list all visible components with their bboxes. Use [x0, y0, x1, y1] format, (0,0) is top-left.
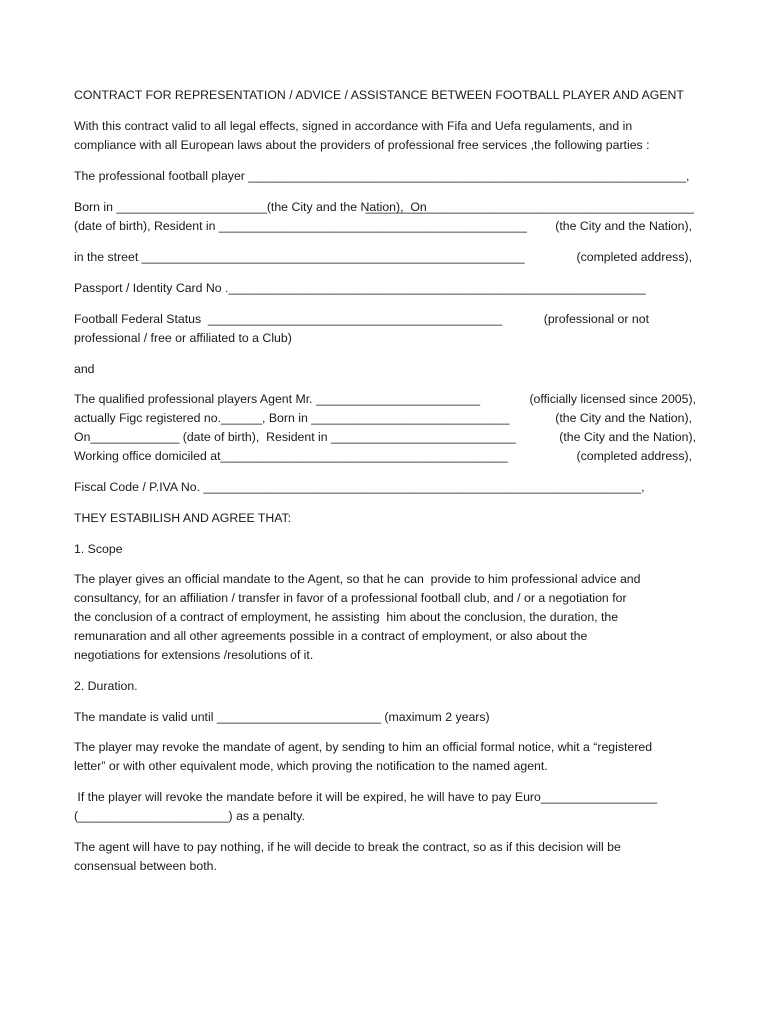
scope-heading: 1. Scope — [74, 542, 123, 556]
duration-revoke-line-1: The player may revoke the mandate of agent, by sending to him an official formal notice, whit a “registered — [74, 740, 653, 754]
agent-fiscal-code-line: Fiscal Code / P.IVA No. ________________________________________________________________, — [74, 480, 645, 494]
player-street-line: in the street ________________________________________________________ — [74, 250, 525, 264]
scope-line-5: negotiations for extensions /resolutions of it. — [74, 648, 314, 662]
player-born-date-blank: ________________________________________________ — [365, 200, 694, 214]
duration-valid-until-line: The mandate is valid until ________________________ (maximum 2 years) — [74, 710, 490, 724]
agent-name-line: The qualified professional players Agent Mr. ________________________ — [74, 392, 481, 406]
duration-penalty-line-2: (______________________) as a penalty. — [74, 809, 305, 823]
player-passport-line: Passport / Identity Card No ._____________________________________________________________ — [74, 281, 646, 295]
player-name-line: The professional football player ________________________________________________________________, — [74, 169, 690, 183]
contract-title: CONTRACT FOR REPRESENTATION / ADVICE / ASSISTANCE BETWEEN FOOTBALL PLAYER AND AGENT — [74, 88, 684, 102]
agent-residence-label: (the City and the Nation), — [559, 430, 696, 444]
agent-office-address-label: (completed address), — [576, 449, 692, 463]
scope-line-1: The player gives an official mandate to the Agent, so that he can provide to him professional advice and — [74, 572, 641, 586]
intro-line-2: compliance with all European laws about the providers of professional free services ,the following parties : — [74, 138, 650, 152]
duration-revoke-line-2: letter” or with other equivalent mode, which proving the notification to the named agent. — [74, 759, 548, 773]
agent-office-line: Working office domiciled at__________________________________________ — [74, 449, 508, 463]
player-born-line: Born in ______________________(the City and the Nation), On — [74, 200, 427, 214]
and-label: and — [74, 362, 95, 376]
player-federal-status-line: Football Federal Status ___________________________________________ — [74, 312, 503, 326]
duration-agent-line-1: The agent will have to pay nothing, if he will decide to break the contract, so as if this decision will be — [74, 840, 621, 854]
player-federal-status-note-2: professional / free or affiliated to a Club) — [74, 331, 292, 345]
duration-agent-line-2: consensual between both. — [74, 859, 217, 873]
scope-line-4: remunaration and all other agreements possible in a contract of employment, or also about the — [74, 629, 588, 643]
agent-registration-line: actually Figc registered no.______, Born in _____________________________ — [74, 411, 510, 425]
scope-line-3: the conclusion of a contract of employment, he assisting him about the conclusion, the duration, the — [74, 610, 619, 624]
player-address-label: (completed address), — [576, 250, 692, 264]
agent-birthplace-label: (the City and the Nation), — [555, 411, 692, 425]
player-dob-residence-line: (date of birth), Resident in _____________________________________________ — [74, 219, 527, 233]
player-federal-status-note: (professional or not — [543, 312, 649, 326]
intro-line-1: With this contract valid to all legal effects, signed in accordance with Fifa and Uefa regulaments, and in — [74, 119, 633, 133]
agent-dob-residence-line: On_____________ (date of birth), Resident in ___________________________ — [74, 430, 516, 444]
duration-penalty-line-1: If the player will revoke the mandate before it will be expired, he will have to pay Euro_________________ — [74, 790, 658, 804]
player-residence-label: (the City and the Nation), — [555, 219, 692, 233]
agent-license-note: (officially licensed since 2005), — [529, 392, 696, 406]
scope-line-2: consultancy, for an affiliation / transfer in favor of a professional football club, and / or a negotiation for — [74, 591, 627, 605]
agree-heading: THEY ESTABILISH AND AGREE THAT: — [74, 511, 292, 525]
duration-heading: 2. Duration. — [74, 679, 138, 693]
